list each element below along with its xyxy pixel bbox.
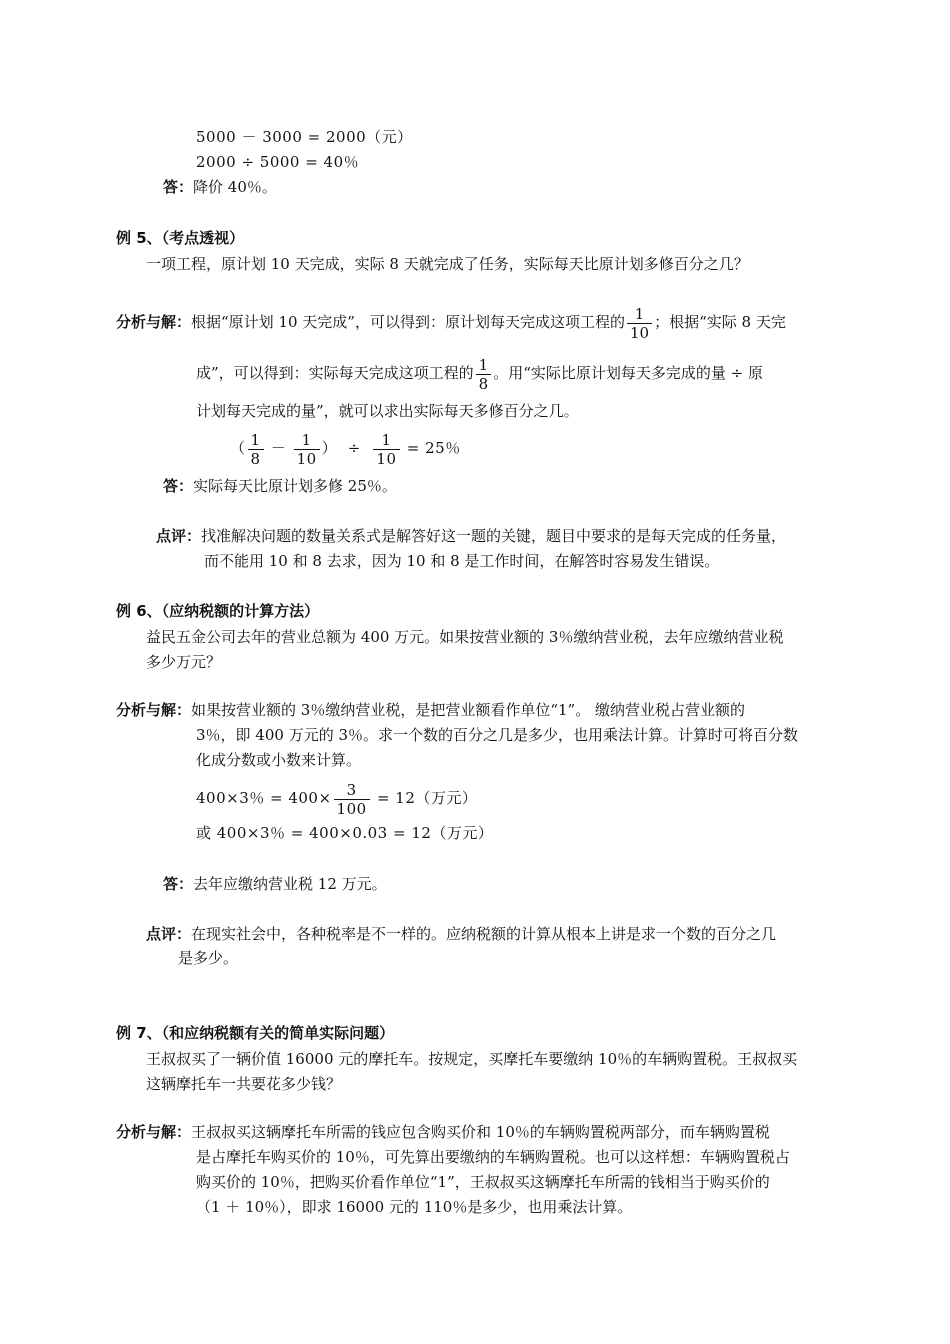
example-5-comment-line-1 xyxy=(156,526,786,546)
example-7-analysis-line-2: 是占摩托车购买价的 10％，可先算出要缴纳的车辆购置税。也可以这样想：车辆购置税占 xyxy=(196,1148,790,1166)
analysis-text: 。用“实际比原计划每天多完成的量 ÷ 原 xyxy=(493,364,763,382)
comment-label: 点评： xyxy=(146,925,192,943)
example-6-problem-line-1: 益民五金公司去年的营业总额为 400 万元。如果按营业额的 3％缴纳营业税，去年应缴纳营业税 xyxy=(146,628,784,646)
example-6-analysis-line-3: 化成分数或小数来计算。 xyxy=(196,751,362,769)
fraction-1-8: $\frac{1}{8}$ xyxy=(476,356,492,393)
answer-label: 答： xyxy=(163,477,194,495)
example-6-equation-1 xyxy=(196,778,477,818)
example-6-comment-line-1 xyxy=(146,924,776,944)
analysis-label: 分析与解： xyxy=(116,313,192,331)
answer-line xyxy=(163,177,277,197)
equation-left: 400×3％ = 400× xyxy=(196,789,332,807)
fraction-1-8: $\frac{1}{8}$ xyxy=(248,431,264,468)
divide-sign: ÷ xyxy=(347,439,361,457)
analysis-text: 如果按营业额的 3％缴纳营业税，是把营业额看作单位“1”。 缴纳营业税占营业额的 xyxy=(191,701,745,719)
example-5-problem: 一项工程，原计划 10 天完成，实际 8 天就完成了任务，实际每天比原计划多修百分之几？ xyxy=(146,255,749,273)
example-5-equation xyxy=(230,428,461,468)
minus-sign: － xyxy=(270,439,287,457)
paren-open: （ xyxy=(230,439,246,457)
analysis-label: 分析与解： xyxy=(116,1123,192,1141)
equation-result: = 12（万元） xyxy=(376,789,478,807)
example-7-title: 例 7、（和应纳税额有关的简单实际问题） xyxy=(116,1024,395,1042)
example-6-analysis-line-1 xyxy=(116,700,745,720)
example-5-title: 例 5、（考点透视） xyxy=(116,229,245,247)
answer-text: 实际每天比原计划多修 25％。 xyxy=(193,477,397,495)
comment-text: 找准解决问题的数量关系式是解答好这一题的关键，题目中要求的是每天完成的任务量， xyxy=(201,527,787,545)
fraction-1-10: $\frac{1}{10}$ xyxy=(294,431,320,468)
paren-close: ） xyxy=(321,439,338,457)
analysis-text: 成”，可以得到：实际每天完成这项工程的 xyxy=(196,364,474,382)
example-5-analysis-line-3: 计划每天完成的量”，就可以求出实际每天多修百分之几。 xyxy=(196,402,579,420)
example-6-equation-2: 或 400×3％ = 400×0.03 = 12（万元） xyxy=(196,824,494,842)
example-6-comment-line-2: 是多少。 xyxy=(178,949,239,967)
calc-line-2: 2000 ÷ 5000 = 40％ xyxy=(196,153,360,171)
calc-line-1: 5000 － 3000 = 2000（元） xyxy=(196,128,413,146)
fraction-3-100: $\frac{3}{100}$ xyxy=(334,781,370,818)
answer-label: 答： xyxy=(163,875,194,893)
answer-text: 去年应缴纳营业税 12 万元。 xyxy=(193,875,387,893)
example-7-analysis-line-4: （1 ＋ 10％），即求 16000 元的 110％是多少，也用乘法计算。 xyxy=(196,1198,633,1216)
answer-label: 答： xyxy=(163,178,194,196)
example-7-problem-line-2: 这辆摩托车一共要花多少钱？ xyxy=(146,1075,342,1093)
answer-text: 降价 40％。 xyxy=(193,178,277,196)
equation-result: = 25％ xyxy=(406,439,461,457)
comment-text: 在现实社会中，各种税率是不一样的。应纳税额的计算从根本上讲是求一个数的百分之几 xyxy=(191,925,777,943)
example-6-analysis-line-2: 3％，即 400 万元的 3％。求一个数的百分之几是多少，也用乘法计算。计算时可将百分数 xyxy=(196,726,799,744)
example-7-analysis-line-1 xyxy=(116,1122,770,1142)
example-5-analysis-line-2 xyxy=(196,353,763,393)
analysis-text: 根据“原计划 10 天完成”，可以得到：原计划每天完成这项工程的 xyxy=(191,313,625,331)
comment-label: 点评： xyxy=(156,527,202,545)
fraction-1-10: $\frac{1}{10}$ xyxy=(373,431,399,468)
analysis-text: 王叔叔买这辆摩托车所需的钱应包含购买价和 10％的车辆购置税两部分，而车辆购置税 xyxy=(191,1123,770,1141)
example-5-answer xyxy=(163,476,397,496)
example-6-answer xyxy=(163,874,387,894)
analysis-text: ；根据“实际 8 天完 xyxy=(654,313,786,331)
example-5-analysis-line-1 xyxy=(116,302,786,342)
example-5-comment-line-2: 而不能用 10 和 8 去求，因为 10 和 8 是工作时间，在解答时容易发生错误。 xyxy=(204,552,720,570)
example-7-problem-line-1: 王叔叔买了一辆价值 16000 元的摩托车。按规定，买摩托车要缴纳 10％的车辆购置税。王叔叔买 xyxy=(146,1050,798,1068)
example-6-problem-line-2: 多少万元？ xyxy=(146,653,222,671)
example-7-analysis-line-3: 购买价的 10％，把购买价看作单位“1”，王叔叔买这辆摩托车所需的钱相当于购买价的 xyxy=(196,1173,770,1191)
example-6-title: 例 6、（应纳税额的计算方法） xyxy=(116,602,320,620)
analysis-label: 分析与解： xyxy=(116,701,192,719)
fraction-1-10: $\frac{1}{10}$ xyxy=(627,305,652,342)
